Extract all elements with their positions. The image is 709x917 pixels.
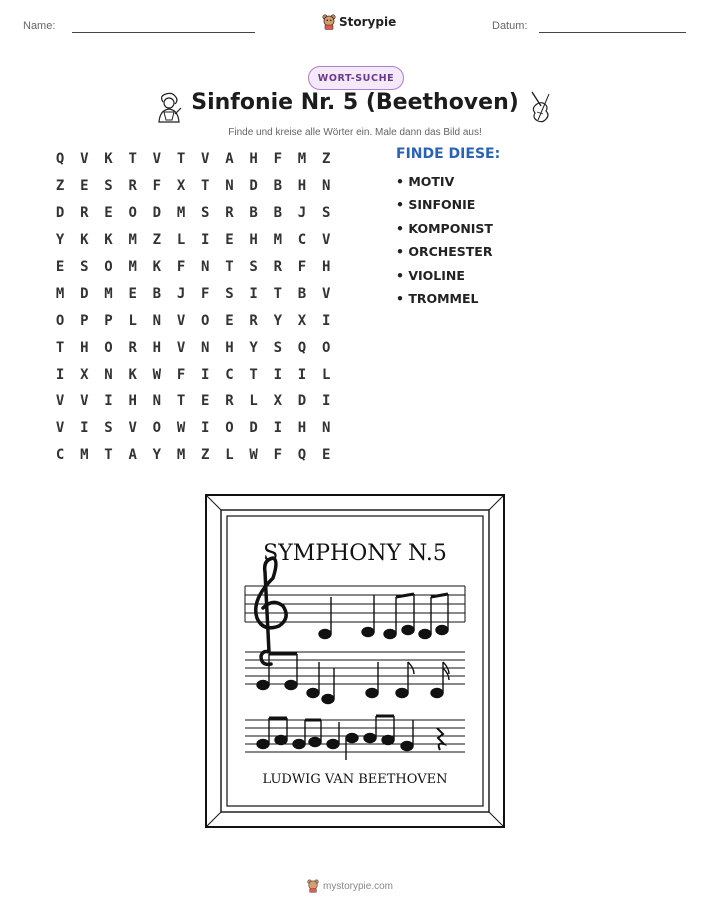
grid-cell[interactable]: I [201,232,210,249]
grid-cell[interactable]: Q [297,447,307,464]
grid-cell[interactable]: K [80,232,89,249]
grid-cell[interactable]: D [55,205,65,222]
grid-cell[interactable]: I [273,366,282,383]
grid-cell[interactable]: B [273,205,282,222]
grid-cell[interactable]: T [225,259,234,275]
grid-cell[interactable]: N [152,393,162,410]
grid-cell[interactable]: T [273,285,282,302]
grid-cell[interactable]: E [80,178,89,195]
grid-cell[interactable]: K [152,259,162,275]
footer [307,879,393,893]
grid-cell[interactable]: Y [152,447,162,464]
grid-cell[interactable]: I [321,393,331,410]
grid-cell[interactable]: W [176,420,186,437]
grid-cell[interactable]: S [104,420,113,437]
brand-logo [322,14,396,30]
grid-cell[interactable]: T [104,447,113,464]
grid-cell[interactable]: M [176,447,186,464]
grid-cell[interactable]: D [249,420,258,437]
grid-cell[interactable]: T [176,393,186,410]
grid-cell[interactable]: W [249,447,258,464]
grid-cell[interactable]: F [273,447,282,464]
grid-cell[interactable]: F [176,259,186,275]
grid-cell[interactable]: X [176,178,186,195]
grid-cell[interactable]: E [321,447,331,464]
grid-cell[interactable]: O [55,312,65,329]
word-list-title: FINDE DIESE: [396,146,501,162]
symphony-coloring-picture[interactable] [205,494,505,828]
grid-cell[interactable]: I [321,312,331,329]
grid-cell[interactable]: A [128,447,137,464]
grid-cell[interactable]: V [55,393,65,410]
grid-cell[interactable]: M [297,151,307,168]
grid-cell[interactable]: E [104,205,113,222]
grid-cell[interactable]: A [225,151,234,168]
grid-cell[interactable]: L [128,312,137,329]
grid-cell[interactable]: H [152,339,162,356]
grid-cell[interactable]: I [297,366,307,383]
grid-cell[interactable]: D [297,393,307,410]
grid-cell[interactable]: N [104,366,113,383]
grid-cell[interactable]: H [297,420,307,437]
grid-row [48,254,338,281]
grid-cell[interactable]: S [273,339,282,356]
grid-cell[interactable]: T [201,178,210,195]
grid-cell[interactable]: V [128,420,137,437]
bear-logo-icon [322,14,336,30]
footer-url[interactable]: mystorypie.com [323,880,394,892]
grid-cell[interactable]: F [273,151,282,168]
picture-heading: SYMPHONY N.5 [263,541,447,566]
grid-cell[interactable]: T [176,151,186,168]
grid-cell[interactable]: E [128,285,137,302]
grid-row [48,280,338,307]
grid-cell[interactable]: Z [201,447,210,464]
grid-cell[interactable]: V [80,151,89,168]
picture-composer: LUDWIG VAN BEETHOVEN [262,772,448,787]
date-label: Datum: [492,20,528,32]
grid-cell[interactable]: E [225,312,234,329]
bear-logo-icon [307,879,319,893]
grid-cell[interactable]: E [55,259,65,275]
grid-cell[interactable]: E [201,393,210,410]
grid-cell[interactable]: X [80,366,89,383]
grid-cell[interactable]: S [321,205,331,222]
grid-cell[interactable]: B [297,285,307,302]
wortsuche-badge: WORT-SUCHE [308,66,404,90]
grid-cell[interactable]: L [176,232,186,249]
grid-cell[interactable]: S [80,259,89,275]
grid-cell[interactable]: B [273,178,282,195]
word-item: • ORCHESTER [396,244,493,260]
grid-cell[interactable]: R [80,205,89,222]
grid-cell[interactable]: O [321,339,331,356]
grid-cell[interactable]: I [80,420,89,437]
grid-row [48,200,338,227]
grid-cell[interactable]: H [297,178,307,195]
grid-cell[interactable]: I [201,420,210,437]
grid-cell[interactable]: M [104,285,113,302]
word-item: • MOTIV [396,174,455,189]
grid-cell[interactable]: Q [297,339,307,356]
grid-cell[interactable]: K [104,151,113,168]
date-line[interactable] [539,32,686,33]
instructions: Finde und kreise alle Wörter ein. Male dann das Bild aus! [228,127,482,138]
grid-cell[interactable]: D [152,205,162,222]
violin-icon [528,90,554,124]
grid-cell[interactable]: Z [321,151,331,168]
grid-cell[interactable]: F [201,285,210,302]
grid-cell[interactable]: H [80,339,89,356]
grid-cell[interactable]: N [201,339,210,356]
word-list [396,170,493,310]
word-item: • KOMPONIST [396,220,493,236]
grid-cell[interactable]: E [225,232,234,249]
grid-row [48,415,338,442]
name-line[interactable] [72,32,255,33]
grid-row [48,173,338,200]
grid-cell[interactable]: W [152,366,162,383]
grid-cell[interactable]: S [104,178,113,195]
grid-cell[interactable]: N [152,312,162,329]
grid-cell[interactable]: H [225,339,234,356]
grid-cell[interactable]: Y [55,232,65,249]
grid-cell[interactable]: V [152,151,162,168]
grid-cell[interactable]: O [128,205,137,222]
word-search-grid[interactable] [48,146,338,469]
grid-cell[interactable]: V [176,312,186,329]
grid-cell[interactable]: K [128,366,137,383]
grid-cell[interactable]: M [80,447,89,464]
word-item: • VIOLINE [396,267,465,283]
grid-cell[interactable]: V [321,285,331,302]
grid-cell[interactable]: X [297,312,307,329]
grid-cell[interactable]: T [55,339,65,356]
grid-cell[interactable]: M [128,259,137,275]
grid-cell[interactable]: S [249,259,258,275]
grid-cell[interactable]: X [273,393,282,410]
grid-row [48,146,338,173]
grid-cell[interactable]: H [128,393,137,410]
name-label: Name: [23,20,56,32]
word-item: • SINFONIE [396,197,476,213]
grid-cell[interactable]: Y [273,312,282,329]
grid-cell[interactable]: R [128,178,137,195]
grid-cell[interactable]: N [321,178,331,195]
grid-cell[interactable]: H [249,151,258,168]
grid-cell[interactable]: S [201,205,210,222]
grid-cell[interactable]: B [152,285,162,302]
grid-cell[interactable]: P [80,312,89,329]
grid-cell[interactable]: M [273,232,282,249]
grid-row [48,307,338,334]
grid-cell[interactable]: P [104,312,113,329]
grid-cell[interactable]: M [176,205,186,222]
grid-cell[interactable]: I [55,366,65,383]
grid-cell[interactable]: C [225,366,234,383]
grid-row [48,388,338,415]
grid-cell[interactable]: I [201,366,210,383]
grid-row [48,227,338,254]
grid-cell[interactable]: R [225,205,234,222]
grid-cell[interactable]: O [104,259,113,275]
grid-cell[interactable]: N [321,420,331,437]
grid-cell[interactable]: L [225,447,234,464]
page-title: Sinfonie Nr. 5 (Beethoven) [191,90,519,115]
grid-cell[interactable]: F [297,259,307,275]
grid-cell[interactable]: V [201,151,210,168]
grid-row [48,361,338,388]
grid-cell[interactable]: R [273,259,282,275]
grid-cell[interactable]: I [273,420,282,437]
grid-cell[interactable]: O [201,312,210,329]
grid-cell[interactable]: I [104,393,113,410]
grid-cell[interactable]: J [297,205,307,222]
grid-cell[interactable]: L [321,366,331,383]
grid-cell[interactable]: C [297,232,307,249]
grid-row [48,442,338,469]
grid-cell[interactable]: V [176,339,186,356]
grid-cell[interactable]: F [152,178,162,195]
grid-cell[interactable]: T [128,151,137,168]
grid-cell[interactable]: K [104,232,113,249]
grid-cell[interactable]: Q [55,151,65,168]
grid-cell[interactable]: L [249,393,258,410]
grid-cell[interactable]: J [176,285,186,302]
grid-cell[interactable]: Y [249,339,258,356]
grid-cell[interactable]: R [128,339,137,356]
grid-cell[interactable]: M [128,232,137,249]
grid-cell[interactable]: D [249,178,258,195]
grid-cell[interactable]: N [201,259,210,275]
grid-cell[interactable]: N [225,178,234,195]
grid-cell[interactable]: R [249,312,258,329]
grid-cell[interactable]: O [225,420,234,437]
grid-cell[interactable]: T [249,366,258,383]
grid-cell[interactable]: Z [152,232,162,249]
word-item: • TROMMEL [396,290,479,306]
grid-cell[interactable]: R [225,393,234,410]
grid-cell[interactable]: V [55,420,65,437]
grid-cell[interactable]: F [176,366,186,383]
grid-cell[interactable]: V [80,393,89,410]
grid-cell[interactable]: B [249,205,258,222]
grid-cell[interactable]: C [55,447,65,464]
grid-cell[interactable]: D [80,285,89,302]
grid-cell[interactable]: Z [55,178,65,195]
grid-cell[interactable]: O [104,339,113,356]
grid-cell[interactable]: H [249,232,258,249]
grid-cell[interactable]: V [321,232,331,249]
grid-cell[interactable]: M [55,285,65,302]
grid-cell[interactable]: H [321,259,331,275]
brand-name: Storypie [339,15,397,29]
grid-cell[interactable]: I [249,285,258,302]
grid-row [48,334,338,361]
grid-cell[interactable]: S [225,285,234,302]
grid-cell[interactable]: O [152,420,162,437]
